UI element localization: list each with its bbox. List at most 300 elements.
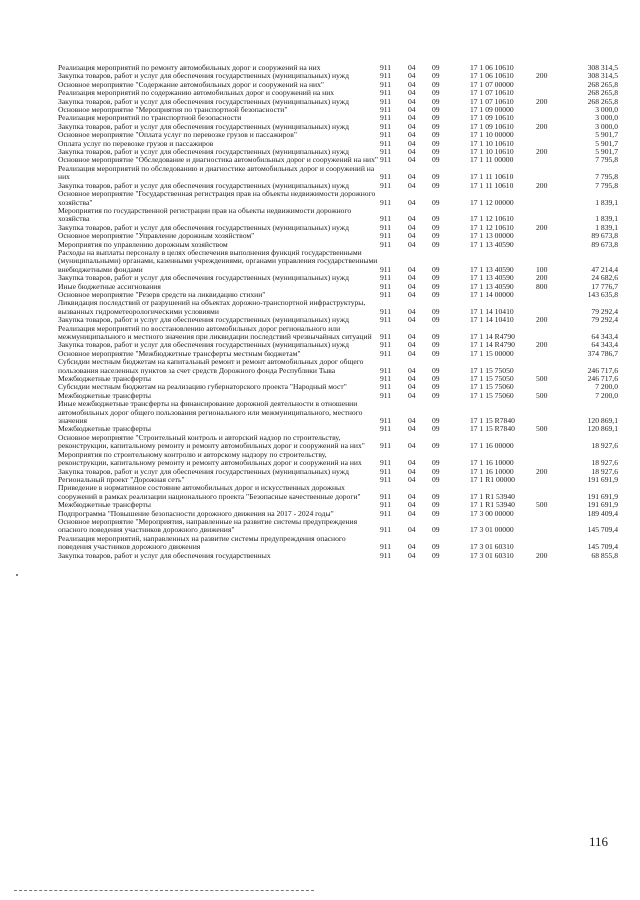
row-section-cell: 04 [408,332,416,341]
row-target-article-cell: 17 1 16 10000 [470,458,514,468]
row-name-cell: Межбюджетные трансферты [58,374,151,384]
row-amount-cell: 143 635,8 [587,289,618,299]
table-row [58,299,620,316]
row-expense-type-cell: 200 [536,466,548,476]
row-section-cell: 04 [408,231,416,241]
row-subsection-cell: 09 [432,315,440,325]
row-subsection-cell: 09 [432,281,440,291]
row-target-article-cell: 17 1 11 10610 [470,172,514,182]
row-amount-cell: 18 927,6 [591,466,618,476]
row-section-cell: 04 [408,155,416,165]
row-section-cell: 04 [408,374,416,384]
row-name-cell: Основное мероприятие "Управление дорожным хозяйством" [58,231,255,241]
row-target-article-cell: 17 1 09 00000 [470,105,514,115]
table-row [58,484,620,501]
row-subsection-cell: 09 [432,88,440,98]
row-section-cell: 04 [408,96,416,106]
row-target-article-cell: 17 1 12 00000 [470,197,514,207]
row-section-cell: 04 [408,121,416,131]
row-name-cell: Закупка товаров, работ и услуг для обеспечения государственных (муниципальных) нужд [58,96,349,106]
row-expense-type-cell [536,535,568,552]
row-grbs-cell: 911 [380,458,392,468]
row-expense-type-cell: 200 [536,71,548,81]
row-amount-cell: 68 855,8 [591,550,618,560]
row-target-article-cell: 17 1 07 10610 [470,96,514,106]
row-expense-type-cell: 500 [536,500,548,510]
row-section-cell: 04 [408,382,416,392]
row-amount-cell: 308 314,5 [587,71,618,81]
row-name-cell: Закупка товаров, работ и услуг для обеспечения государственных (муниципальных) нужд [58,180,349,190]
row-grbs-cell: 911 [380,239,392,249]
row-name-cell: Основное мероприятие "Строительный контроль и авторский надзор по строительству, реконструкции, капитальному ремонту и ремонту автомобильных дорог и сооружений на них" [58,432,365,451]
row-subsection-cell: 09 [432,96,440,106]
row-name-cell: Реализация мероприятий, направленных на развитие системы предупреждения опасного поведения участников дорожного движения [58,533,346,552]
row-subsection-cell: 09 [432,222,440,232]
row-target-article-cell: 17 3 01 60310 [470,550,514,560]
row-grbs-cell: 911 [380,542,392,552]
row-amount-cell: 7 200,0 [595,390,618,400]
row-target-article-cell: 17 1 15 75050 [470,365,514,375]
row-amount-cell: 7 795,8 [595,172,618,182]
row-amount-cell: 18 927,6 [591,458,618,468]
row-name-cell: Основное мероприятие "Содержание автомобильных дорог и сооружений на них" [58,79,324,89]
row-target-article-cell: 17 3 01 00000 [470,525,514,535]
row-section-cell: 04 [408,550,416,560]
row-grbs-cell: 911 [380,155,392,165]
row-section-cell: 04 [408,491,416,501]
row-expense-type-cell [536,400,568,425]
row-expense-type-cell [536,156,568,164]
row-expense-type-cell [536,358,568,375]
row-name-cell: Иные межбюджетные трансферты на финансирование дорожной деятельности в отношении автомобильных дорог общего пользования регионального или межмуниципального, местного значения [58,399,363,426]
row-subsection-cell: 09 [432,264,440,274]
table-row [58,400,620,425]
row-section-cell: 04 [408,340,416,350]
row-subsection-cell: 09 [432,508,440,518]
row-subsection-cell: 09 [432,71,440,81]
row-expense-type-cell [536,325,568,342]
row-expense-type-cell: 100 [536,264,548,274]
row-expense-type-cell [536,434,568,451]
row-expense-type-cell [536,232,568,240]
row-grbs-cell: 911 [380,96,392,106]
table-row [58,518,620,535]
row-subsection-cell: 09 [432,289,440,299]
row-name-cell: Субсидии местным бюджетам на капитальный ремонт и ремонт автомобильных дорог общего пользования населенных пунктов за счет средств Дорожного фонда Республики Тыва [58,357,364,375]
budget-table-body [58,64,620,560]
row-target-article-cell: 17 1 13 40590 [470,273,514,283]
row-expense-type-cell [536,241,568,249]
row-expense-type-cell: 200 [536,147,548,157]
row-target-article-cell: 17 1 15 75060 [470,390,514,400]
row-grbs-cell: 911 [380,382,392,392]
row-section-cell: 04 [408,466,416,476]
row-amount-cell: 7 795,8 [595,155,618,165]
row-expense-type-cell: 800 [536,281,548,291]
row-name-cell: Закупка товаров, работ и услуг для обеспечения государственных (муниципальных) нужд [58,147,349,157]
row-expense-type-cell: 200 [536,273,548,283]
row-subsection-cell: 09 [432,239,440,249]
row-section-cell: 04 [408,197,416,207]
row-target-article-cell: 17 1 14 R4790 [470,340,515,350]
row-grbs-cell: 911 [380,441,392,451]
row-section-cell: 04 [408,500,416,510]
row-subsection-cell: 09 [432,424,440,434]
row-target-article-cell: 17 1 14 10410 [470,306,514,316]
row-grbs-cell: 911 [380,281,392,291]
row-amount-cell: 268 265,8 [587,79,618,89]
row-section-cell: 04 [408,474,416,484]
row-expense-type-cell: 500 [536,424,548,434]
table-row [58,358,620,375]
row-name-cell: Закупка товаров, работ и услуг для обеспечения государственных [58,550,271,560]
row-expense-type-cell [536,131,568,139]
row-target-article-cell: 17 3 01 60310 [470,542,514,552]
row-amount-cell: 79 292,4 [591,315,618,325]
row-amount-cell: 17 776,7 [591,281,618,291]
row-subsection-cell: 09 [432,500,440,510]
row-name-cell: Межбюджетные трансферты [58,500,151,510]
row-name-cell: Основное мероприятие "Оплата услуг по перевозке грузов и пассажиров" [58,130,297,140]
row-name-cell: Основное мероприятие "Обследование и диагностика автомобильных дорог и сооружений на них" [58,155,379,165]
row-subsection-cell: 09 [432,172,440,182]
row-name-cell: Ликвидация последствий от разрушений на объектах дорожно-транспортной инфраструктуры, вызванных гидрометеорологическими условиями [58,298,366,316]
row-name-cell: Реализация мероприятий по транспортной безопасности [58,113,242,123]
row-expense-type-cell: 200 [536,121,548,131]
row-name-cell: Иные бюджетные ассигнования [58,281,161,291]
row-expense-type-cell [536,484,568,501]
row-expense-type-cell [536,299,568,316]
page-number: 116 [588,834,608,849]
row-expense-type-cell: 200 [536,315,548,325]
row-subsection-cell: 09 [432,273,440,283]
row-subsection-cell: 09 [432,306,440,316]
row-grbs-cell: 911 [380,79,392,89]
row-target-article-cell: 17 1 R1 53940 [470,500,515,510]
row-section-cell: 04 [408,441,416,451]
row-section-cell: 04 [408,222,416,232]
row-name-cell: Мероприятия по государственной регистрации прав на объекты недвижимости дорожного хозяйства [58,205,352,224]
row-expense-type-cell: 500 [536,390,548,400]
table-row [58,165,620,182]
row-section-cell: 04 [408,525,416,535]
row-grbs-cell: 911 [380,500,392,510]
row-grbs-cell: 911 [380,105,392,115]
row-grbs-cell: 911 [380,416,392,426]
row-grbs-cell: 911 [380,147,392,157]
row-target-article-cell: 17 1 12 10610 [470,214,514,224]
row-grbs-cell: 911 [380,340,392,350]
row-section-cell: 04 [408,390,416,400]
row-name-cell: Основное мероприятие "Мероприятия, направленные на развитие системы предупреждения опасного поведения участников дорожного движения" [58,516,358,535]
row-section-cell: 04 [408,113,416,123]
row-target-article-cell: 17 1 15 00000 [470,348,514,358]
row-grbs-cell: 911 [380,63,392,72]
row-section-cell: 04 [408,542,416,552]
row-subsection-cell: 09 [432,491,440,501]
row-grbs-cell: 911 [380,121,392,131]
row-target-article-cell: 17 1 13 00000 [470,231,514,241]
row-subsection-cell: 09 [432,416,440,426]
row-subsection-cell: 09 [432,458,440,468]
row-target-article-cell: 17 1 09 10610 [470,113,514,123]
row-expense-type-cell [536,510,568,518]
row-expense-type-cell: 200 [536,550,548,560]
row-amount-cell: 145 709,4 [587,542,618,552]
row-amount-cell: 268 265,8 [587,88,618,98]
row-subsection-cell: 09 [432,138,440,148]
row-subsection-cell: 09 [432,121,440,131]
row-subsection-cell: 09 [432,79,440,89]
row-section-cell: 04 [408,458,416,468]
row-expense-type-cell [536,291,568,299]
row-target-article-cell: 17 1 16 00000 [470,441,514,451]
row-target-article-cell: 17 1 14 00000 [470,289,514,299]
row-grbs-cell: 911 [380,197,392,207]
row-amount-cell: 7 200,0 [595,382,618,392]
row-section-cell: 04 [408,424,416,434]
row-amount-cell: 1 839,1 [595,214,618,224]
table-row [58,451,620,468]
table-row [58,325,620,342]
row-name-cell: Закупка товаров, работ и услуг для обеспечения государственных (муниципальных) нужд [58,315,349,325]
row-amount-cell: 47 214,4 [591,264,618,274]
row-grbs-cell: 911 [380,348,392,358]
row-name-cell: Закупка товаров, работ и услуг для обеспечения государственных (муниципальных) нужд [58,222,349,232]
row-grbs-cell: 911 [380,491,392,501]
footer-rule [14,890,314,892]
row-amount-cell: 246 717,6 [587,365,618,375]
row-name-cell: Приведение в нормативное состояние автомобильных дорог и искусственных дорожных сооружений в рамках реализации национального проекта "Безопасные качественные дороги" [58,483,361,501]
row-section-cell: 04 [408,180,416,190]
row-name-cell: Расходы на выплаты персоналу в целях обеспечения выполнения функций государственными (муниципальными) органами, казенными учреждениями, органами управления государственными внебюджетными фондами [58,247,378,274]
scan-speck [16,574,18,576]
row-grbs-cell: 911 [380,550,392,560]
table-row [58,434,620,451]
row-expense-type-cell [536,81,568,89]
row-subsection-cell: 09 [432,180,440,190]
row-subsection-cell: 09 [432,214,440,224]
row-section-cell: 04 [408,71,416,81]
row-target-article-cell: 17 1 09 10610 [470,121,514,131]
row-grbs-cell: 911 [380,113,392,123]
row-amount-cell: 89 673,8 [591,231,618,241]
row-amount-cell: 3 000,0 [595,113,618,123]
row-target-article-cell: 17 1 15 75060 [470,382,514,392]
row-target-article-cell: 17 1 06 10610 [470,63,514,72]
table-row [58,190,620,207]
row-subsection-cell: 09 [432,130,440,140]
row-section-cell: 04 [408,281,416,291]
row-grbs-cell: 911 [380,273,392,283]
row-subsection-cell: 09 [432,113,440,123]
row-amount-cell: 246 717,6 [587,374,618,384]
row-grbs-cell: 911 [380,374,392,384]
row-target-article-cell: 17 1 07 00000 [470,79,514,89]
row-name-cell: Региональный проект "Дорожная сеть" [58,474,185,484]
row-expense-type-cell [536,165,568,182]
row-subsection-cell: 09 [432,105,440,115]
row-amount-cell: 64 343,4 [591,332,618,341]
row-expense-type-cell: 200 [536,180,548,190]
row-expense-type-cell [536,190,568,207]
row-section-cell: 04 [408,79,416,89]
row-name-cell: Реализация мероприятий по восстановлению автомобильных дорог регионального или межмуниципального и местного значения при ликвидации последствий чрезвычайных ситуаций [58,323,372,341]
row-subsection-cell: 09 [432,197,440,207]
row-grbs-cell: 911 [380,365,392,375]
row-subsection-cell: 09 [432,441,440,451]
row-grbs-cell: 911 [380,466,392,476]
row-amount-cell: 1 839,1 [595,222,618,232]
row-subsection-cell: 09 [432,382,440,392]
row-subsection-cell: 09 [432,525,440,535]
row-grbs-cell: 911 [380,525,392,535]
row-amount-cell: 120 869,1 [587,424,618,434]
table-row [58,207,620,224]
row-expense-type-cell [536,207,568,224]
row-expense-type-cell: 200 [536,96,548,106]
row-section-cell: 04 [408,63,416,72]
row-amount-cell: 308 314,5 [587,63,618,72]
row-amount-cell: 145 709,4 [587,525,618,535]
row-target-article-cell: 17 1 R1 53940 [470,491,515,501]
row-amount-cell: 374 786,7 [587,348,618,358]
row-expense-type-cell [536,350,568,358]
row-target-article-cell: 17 1 13 40590 [470,264,514,274]
row-name-cell: Реализация мероприятий по ремонту автомобильных дорог и сооружений на них [58,63,321,72]
row-name-cell: Основное мероприятие "Межбюджетные трансферты местным бюджетам" [58,348,301,358]
row-section-cell: 04 [408,138,416,148]
row-target-article-cell: 17 1 15 75050 [470,374,514,384]
row-name-cell: Закупка товаров, работ и услуг для обеспечения государственных (муниципальных) нужд [58,121,349,131]
row-name-cell: Основное мероприятие "Мероприятия по транспортной безопасности" [58,105,288,115]
row-name-cell: Закупка товаров, работ и услуг для обеспечения государственных (муниципальных) нужд [58,273,349,283]
row-expense-type-cell: 500 [536,374,548,384]
row-subsection-cell: 09 [432,390,440,400]
row-amount-cell: 268 265,8 [587,96,618,106]
row-expense-type-cell: 200 [536,340,548,350]
row-amount-cell: 64 343,4 [591,340,618,350]
row-grbs-cell: 911 [380,88,392,98]
row-name-cell: Мероприятия по управлению дорожным хозяйством [58,239,228,249]
row-target-article-cell: 17 1 13 40590 [470,239,514,249]
row-grbs-cell: 911 [380,315,392,325]
row-grbs-cell: 911 [380,289,392,299]
row-target-article-cell: 17 1 15 R7840 [470,416,515,426]
row-subsection-cell: 09 [432,231,440,241]
row-name-cell: Закупка товаров, работ и услуг для обеспечения государственных (муниципальных) нужд [58,466,349,476]
row-section-cell: 04 [408,264,416,274]
row-target-article-cell: 17 1 10 10610 [470,138,514,148]
row-subsection-cell: 09 [432,332,440,341]
row-grbs-cell: 911 [380,222,392,232]
row-section-cell: 04 [408,214,416,224]
row-name-cell: Межбюджетные трансферты [58,424,151,434]
row-grbs-cell: 911 [380,390,392,400]
row-section-cell: 04 [408,508,416,518]
row-target-article-cell: 17 1 16 10000 [470,466,514,476]
row-amount-cell: 7 795,8 [595,180,618,190]
row-target-article-cell: 17 1 14 10410 [470,315,514,325]
row-amount-cell: 5 901,7 [595,147,618,157]
row-target-article-cell: 17 1 10 10610 [470,147,514,157]
row-name-cell: Субсидии местным бюджетам на реализацию губернаторского проекта "Народный мост" [58,382,347,392]
row-section-cell: 04 [408,416,416,426]
row-grbs-cell: 911 [380,71,392,81]
row-name-cell: Основное мероприятие "Резерв средств на ликвидацию стихии" [58,289,266,299]
row-name-cell: Подпрограмма "Повышение безопасности дорожного движения на 2017 - 2024 годы" [58,508,334,518]
row-grbs-cell: 911 [380,306,392,316]
row-name-cell: Основное мероприятие "Государственная регистрация прав на объекты недвижимости дорожного хозяйства" [58,189,376,207]
row-target-article-cell: 17 1 13 40590 [470,281,514,291]
row-subsection-cell: 09 [432,340,440,350]
row-subsection-cell: 09 [432,155,440,165]
row-section-cell: 04 [408,88,416,98]
row-amount-cell: 18 927,6 [591,441,618,451]
row-expense-type-cell [536,106,568,114]
row-amount-cell: 5 901,7 [595,138,618,148]
row-expense-type-cell: 200 [536,222,548,232]
table-row [58,249,620,274]
budget-table [58,64,620,560]
row-subsection-cell: 09 [432,542,440,552]
row-section-cell: 04 [408,306,416,316]
table-row [58,535,620,552]
row-section-cell: 04 [408,273,416,283]
row-section-cell: 04 [408,348,416,358]
row-expense-type-cell [536,518,568,535]
row-target-article-cell: 17 1 07 10610 [470,88,514,98]
row-grbs-cell: 911 [380,214,392,224]
row-name-cell: Мероприятия по строительному контролю и авторскому надзору по строительству, реконструкции, капитальному ремонту и ремонту автомобильных дорог и сооружений на них [58,449,362,468]
row-subsection-cell: 09 [432,365,440,375]
row-expense-type-cell [536,451,568,468]
row-amount-cell: 191 691,9 [587,474,618,484]
row-subsection-cell: 09 [432,474,440,484]
row-subsection-cell: 09 [432,147,440,157]
row-section-cell: 04 [408,147,416,157]
row-grbs-cell: 911 [380,508,392,518]
row-target-article-cell: 17 1 11 00000 [470,155,514,165]
row-grbs-cell: 911 [380,231,392,241]
row-target-article-cell: 17 1 R1 00000 [470,474,515,484]
row-section-cell: 04 [408,315,416,325]
row-target-article-cell: 17 1 12 10610 [470,222,514,232]
row-section-cell: 04 [408,289,416,299]
row-name-cell: Реализация мероприятий по содержанию автомобильных дорог и сооружений на них [58,88,335,98]
row-amount-cell: 1 839,1 [595,197,618,207]
row-amount-cell: 191 691,9 [587,491,618,501]
row-grbs-cell: 911 [380,130,392,140]
row-grbs-cell: 911 [380,180,392,190]
row-subsection-cell: 09 [432,466,440,476]
row-name-cell: Оплата услуг по перевозке грузов и пассажиров [58,138,214,148]
row-amount-cell: 189 409,4 [587,508,618,518]
row-amount-cell: 89 673,8 [591,239,618,249]
row-amount-cell: 5 901,7 [595,130,618,140]
row-amount-cell: 24 682,6 [591,273,618,283]
row-section-cell: 04 [408,105,416,115]
row-amount-cell: 3 000,0 [595,105,618,115]
row-grbs-cell: 911 [380,332,392,341]
row-name-cell: Закупка товаров, работ и услуг для обеспечения государственных (муниципальных) нужд [58,340,349,350]
row-section-cell: 04 [408,130,416,140]
row-subsection-cell: 09 [432,348,440,358]
row-grbs-cell: 911 [380,474,392,484]
row-name-cell: Закупка товаров, работ и услуг для обеспечения государственных (муниципальных) нужд [58,71,349,81]
row-section-cell: 04 [408,172,416,182]
table-row [58,552,620,560]
